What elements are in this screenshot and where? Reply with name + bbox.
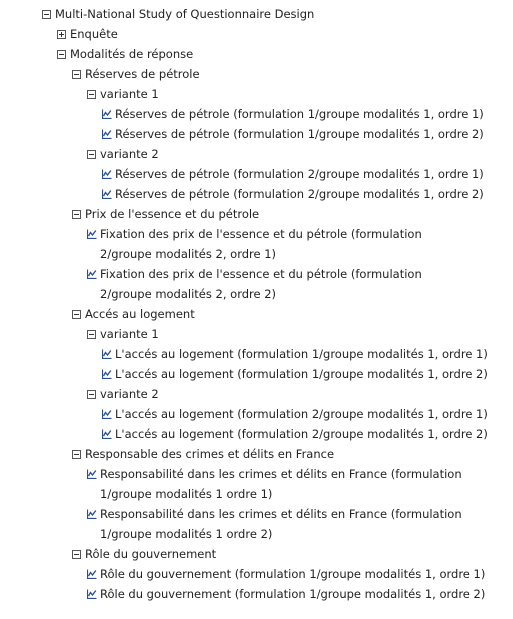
tree-leaf-item[interactable] (0, 224, 513, 264)
collapse-icon[interactable] (57, 50, 66, 59)
tree-node-label: Multi-National Study of Questionnaire Design (55, 7, 315, 21)
tree-leaf-label: Fixation des prix de l'essence et du pétrole (formulation 2/groupe modalités 2, ordre 1) (100, 227, 422, 261)
tree-node-modalites[interactable] (0, 44, 513, 64)
tree-leaf-item[interactable] (0, 184, 513, 204)
tree-leaf-item[interactable] (0, 364, 513, 384)
tree-leaf-label: L'accés au logement (formulation 1/groupe modalités 1, ordre 2) (115, 367, 488, 381)
tree-node-label: Modalités de réponse (70, 47, 194, 61)
tree-node-group[interactable] (0, 64, 513, 84)
tree-leaf-item[interactable] (0, 104, 513, 124)
tree-node-group[interactable] (0, 204, 513, 224)
tree-node-variant[interactable] (0, 84, 513, 104)
line-chart-icon (102, 429, 112, 439)
tree-leaf-label: Responsabilité dans les crimes et délits en France (formulation 1/groupe modalités 1 ordre 2) (100, 507, 462, 541)
tree-node-group[interactable] (0, 444, 513, 464)
line-chart-icon (87, 569, 97, 579)
line-chart-icon (102, 109, 112, 119)
tree-leaf-label: L'accés au logement (formulation 2/groupe modalités 1, ordre 2) (115, 427, 488, 441)
tree-leaf-item[interactable] (0, 504, 513, 544)
tree-node-label: Rôle du gouvernement (85, 547, 217, 561)
tree-node-label: variante 1 (100, 327, 159, 341)
tree-leaf-label: Rôle du gouvernement (formulation 1/groupe modalités 1, ordre 2) (100, 587, 486, 601)
tree-node-label: Enquête (70, 27, 118, 41)
tree-leaf-label: Réserves de pétrole (formulation 1/groupe modalités 1, ordre 2) (115, 127, 484, 141)
tree-node-label: Réserves de pétrole (85, 67, 200, 81)
tree-leaf-label: Fixation des prix de l'essence et du pétrole (formulation 2/groupe modalités 2, ordre 2) (100, 267, 422, 301)
line-chart-icon (102, 409, 112, 419)
line-chart-icon (102, 369, 112, 379)
tree-leaf-label: Réserves de pétrole (formulation 1/groupe modalités 1, ordre 1) (115, 107, 484, 121)
collapse-icon[interactable] (87, 150, 96, 159)
collapse-icon[interactable] (72, 550, 81, 559)
collapse-icon[interactable] (72, 450, 81, 459)
tree-node-group[interactable] (0, 544, 513, 564)
line-chart-icon (102, 189, 112, 199)
tree-node-label: Responsable des crimes et délits en France (85, 447, 335, 461)
tree-leaf-item[interactable] (0, 564, 513, 584)
tree-leaf-label: L'accés au logement (formulation 1/groupe modalités 1, ordre 1) (115, 347, 488, 361)
tree-leaf-item[interactable] (0, 404, 513, 424)
line-chart-icon (102, 129, 112, 139)
tree-leaf-label: Rôle du gouvernement (formulation 1/groupe modalités 1, ordre 1) (100, 567, 486, 581)
tree-leaf-item[interactable] (0, 124, 513, 144)
tree-node-label: variante 1 (100, 87, 159, 101)
collapse-icon[interactable] (72, 210, 81, 219)
tree-leaf-item[interactable] (0, 264, 513, 304)
collapse-icon[interactable] (42, 10, 51, 19)
line-chart-icon (102, 349, 112, 359)
tree-node-enquete[interactable] (0, 24, 513, 44)
collapse-icon[interactable] (87, 90, 96, 99)
collapse-icon[interactable] (87, 390, 96, 399)
tree-leaf-label: Responsabilité dans les crimes et délits en France (formulation 1/groupe modalités 1 ordre 1) (100, 467, 462, 501)
tree-leaf-label: L'accés au logement (formulation 2/groupe modalités 1, ordre 1) (115, 407, 488, 421)
line-chart-icon (87, 229, 97, 239)
tree-node-root[interactable] (0, 4, 513, 24)
line-chart-icon (87, 509, 97, 519)
tree-node-label: Prix de l'essence et du pétrole (85, 207, 260, 221)
tree-node-group[interactable] (0, 304, 513, 324)
tree-leaf-item[interactable] (0, 424, 513, 444)
line-chart-icon (87, 269, 97, 279)
tree-leaf-item[interactable] (0, 584, 513, 604)
collapse-icon[interactable] (72, 70, 81, 79)
tree-node-variant[interactable] (0, 144, 513, 164)
tree-leaf-label: Réserves de pétrole (formulation 2/groupe modalités 1, ordre 1) (115, 167, 484, 181)
line-chart-icon (87, 469, 97, 479)
expand-icon[interactable] (57, 30, 66, 39)
tree-node-label: variante 2 (100, 387, 159, 401)
tree-leaf-item[interactable] (0, 464, 513, 504)
tree-node-label: Accés au logement (85, 307, 195, 321)
tree-leaf-label: Réserves de pétrole (formulation 2/groupe modalités 1, ordre 2) (115, 187, 484, 201)
tree-node-label: variante 2 (100, 147, 159, 161)
tree-node-variant[interactable] (0, 324, 513, 344)
line-chart-icon (87, 589, 97, 599)
tree-leaf-item[interactable] (0, 344, 513, 364)
collapse-icon[interactable] (87, 330, 96, 339)
tree-node-variant[interactable] (0, 384, 513, 404)
tree-leaf-item[interactable] (0, 164, 513, 184)
line-chart-icon (102, 169, 112, 179)
collapse-icon[interactable] (72, 310, 81, 319)
